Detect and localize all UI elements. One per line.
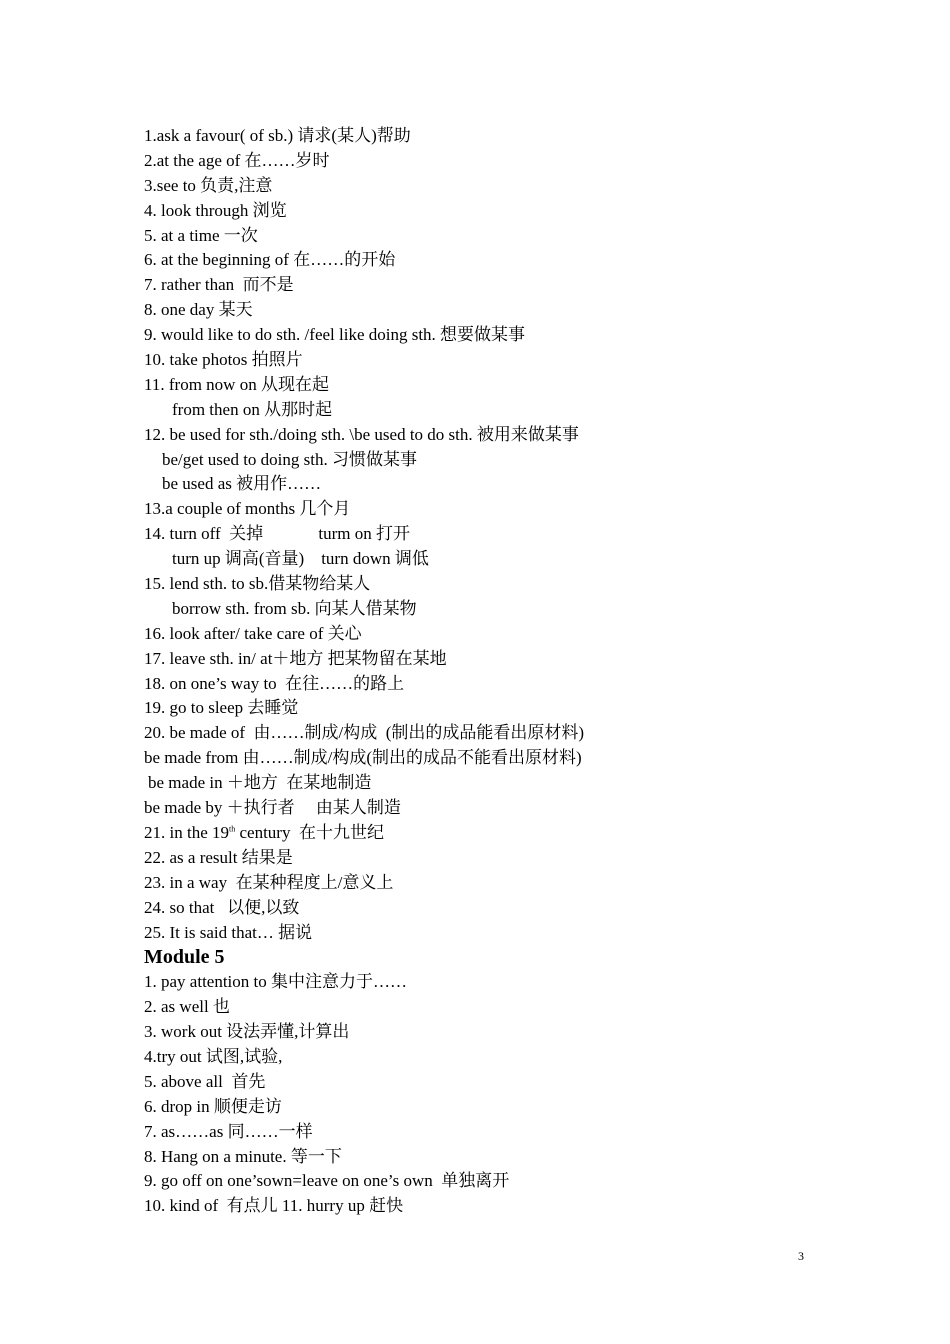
phrase-line: 7. as……as 同……一样 <box>144 1121 313 1141</box>
phrase-line-indented: be made in ＋地方 在某地制造 <box>148 773 372 793</box>
phrase-line: 4. look through 浏览 <box>144 200 287 220</box>
phrase-line: 25. It is said that… 据说 <box>144 922 313 942</box>
phrase-line: be made by ＋执行者 由某人制造 <box>144 798 401 818</box>
phrase-line-indented: turn up 调高(音量) turn down 调低 <box>172 549 429 569</box>
phrase-line: 8. Hang on a minute. 等一下 <box>144 1146 342 1166</box>
superscript-text: th <box>229 824 236 834</box>
phrase-line: 3.see to 负责,注意 <box>144 175 273 195</box>
phrase-line: be made from 由……制成/构成(制出的成品不能看出原材料) <box>144 748 582 768</box>
phrase-line: 10. take photos 拍照片 <box>144 350 303 370</box>
phrase-line: 8. one day 某天 <box>144 300 253 320</box>
phrase-line: 14. turn off 关掉 turm on 打开 <box>144 524 411 544</box>
phrase-line: 7. rather than 而不是 <box>144 275 294 295</box>
phrase-line: 1. pay attention to 集中注意力于…… <box>144 972 408 992</box>
phrase-list <box>144 124 784 1219</box>
phrase-line: 3. work out 设法弄懂,计算出 <box>144 1022 350 1042</box>
phrase-line-indented: be used as 被用作…… <box>162 474 322 494</box>
phrase-line: 2.at the age of 在……岁时 <box>144 150 330 170</box>
phrase-line-indented: borrow sth. from sb. 向某人借某物 <box>172 598 417 618</box>
phrase-line: 20. be made of 由……制成/构成 (制出的成品能看出原材料) <box>144 723 585 743</box>
phrase-line: 10. kind of 有点儿 11. hurry up 赶快 <box>144 1196 404 1216</box>
phrase-line: 2. as well 也 <box>144 997 230 1017</box>
phrase-line: 9. go off on one’sown=leave on one’s own 单独离开 <box>144 1171 510 1191</box>
phrase-line: 5. above all 首先 <box>144 1071 266 1091</box>
phrase-line: 15. lend sth. to sb.借某物给某人 <box>144 574 371 594</box>
phrase-line: 6. drop in 顺便走访 <box>144 1096 282 1116</box>
phrase-line-indented: be/get used to doing sth. 习惯做某事 <box>162 449 417 469</box>
phrase-line: 9. would like to do sth. /feel like doing sth. 想要做某事 <box>144 325 526 345</box>
phrase-line: 12. be used for sth./doing sth. \be used to do sth. 被用来做某事 <box>144 424 579 444</box>
phrase-line: 1.ask a favour( of sb.) 请求(某人)帮助 <box>144 126 411 145</box>
phrase-line: 5. at a time 一次 <box>144 225 258 245</box>
phrase-line: 13.a couple of months 几个月 <box>144 499 351 519</box>
phrase-line: 22. as a result 结果是 <box>144 847 293 867</box>
phrase-line: 17. leave sth. in/ at＋地方 把某物留在某地 <box>144 648 447 668</box>
phrase-line: 23. in a way 在某种程度上/意义上 <box>144 872 394 892</box>
module-heading: Module 5 <box>144 946 225 969</box>
phrase-line: 24. so that 以便,以致 <box>144 897 300 917</box>
phrase-line-indented: from then on 从那时起 <box>172 399 333 419</box>
phrase-line: 19. go to sleep 去睡觉 <box>144 698 299 718</box>
phrase-line: 16. look after/ take care of 关心 <box>144 623 362 643</box>
phrase-text: 21. in the 19 <box>144 822 229 842</box>
phrase-text: century 在十九世纪 <box>235 822 384 842</box>
phrase-line: 4.try out 试图,试验, <box>144 1046 283 1066</box>
phrase-line: 18. on one’s way to 在往……的路上 <box>144 673 405 693</box>
phrase-line: 11. from now on 从现在起 <box>144 374 329 394</box>
page-number: 3 <box>798 1249 804 1263</box>
phrase-line-with-superscript <box>144 821 784 846</box>
phrase-line: 6. at the beginning of 在……的开始 <box>144 250 396 270</box>
